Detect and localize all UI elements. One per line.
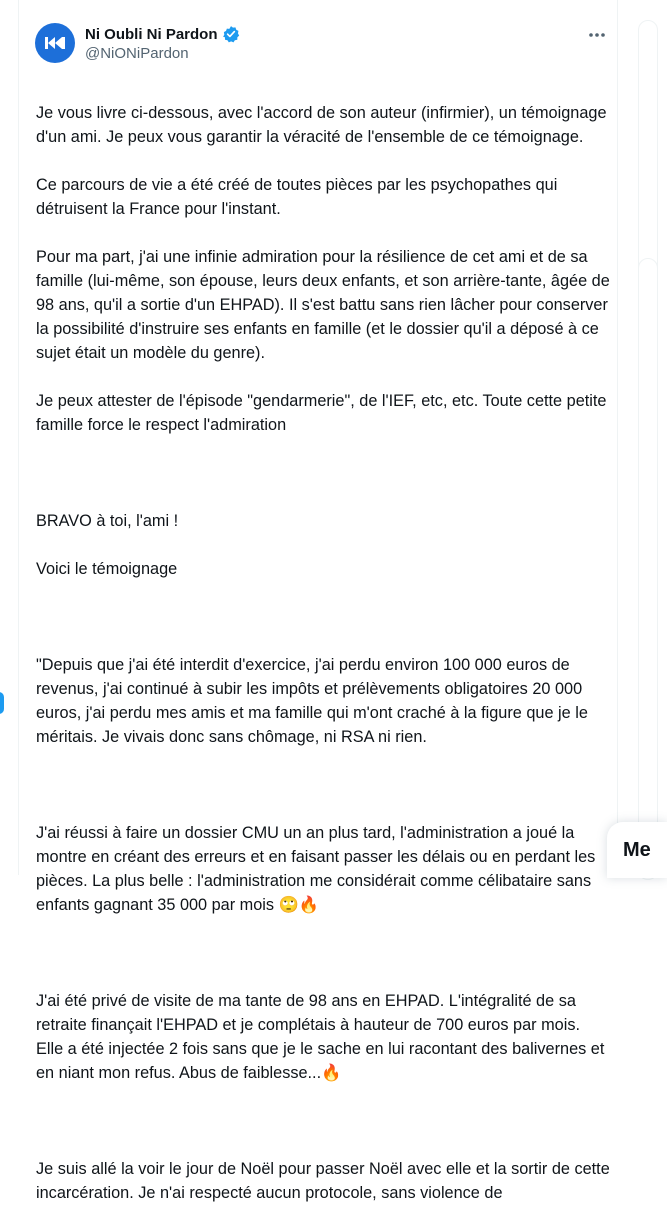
tweet-paragraph [36,821,611,917]
emoji-fire-icon: 🔥 [321,1063,342,1082]
messages-drawer-tab[interactable] [607,822,667,878]
emoji-eyeroll-fire-icon: 🙄🔥 [278,895,320,914]
paragraph-spacer [36,461,611,485]
more-options-icon[interactable] [583,23,611,47]
tweet-paragraph: "Depuis que j'ai été interdit d'exercice, j'ai perdu environ 100 000 euros de revenus, j'ai continué à subir les impôts et prélèvements obligatoires 20 000 euros, j'ai perdu mes amis et ma famille qui m'ont craché à la figure que je le méritais. Je vivais donc sans chômage, ni RSA ni rien. [36,656,588,746]
tweet-body [36,77,611,1229]
sidebar-edge-accent [0,692,4,714]
tweet-paragraph-text: J'ai réussi à faire un dossier CMU un an plus tard, l'administration a joué la montre en créant des erreurs et en faisant passer les délais ou en perdant les pièces. La plus belle : l'administration me considérait comme célibataire sans enfants gagnant 35 000 par mois [36,824,596,914]
author-handle[interactable]: @NiONiPardon [85,45,189,62]
tweet-paragraph: Pour ma part, j'ai une infinie admiration pour la résilience de cet ami et de sa famille (lui-même, son épouse, leurs deux enfants, et son arrière-tante, âgée de 98 ans, qu'il a sortie d'un EHPAD). Il s'est battu sans rien lâcher pour conserver la possibilité d'instruire ses enfants en famille (et le dossier qu'il a déposé à ce sujet était un modèle du genre). [36,248,610,362]
author-name-row[interactable] [85,25,240,43]
tweet-paragraph: Voici le témoignage [36,560,178,578]
tweet-paragraph [36,989,611,1085]
right-sidebar-card-secondary [638,258,658,858]
avatar[interactable] [35,23,75,63]
paragraph-spacer [36,773,611,797]
tweet-paragraph: Ce parcours de vie a été créé de toutes pièces par les psychopathes qui détruisent la France pour l'instant. [36,176,558,218]
tweet-header [35,21,605,65]
tweet-paragraph: BRAVO à toi, l'ami ! [36,512,179,530]
tweet-paragraph-text: J'ai été privé de visite de ma tante de 98 ans en EHPAD. L'intégralité de sa retraite finançait l'EHPAD et je complétais à hauteur de 700 euros par mois. Elle a été injectée 2 fois sans que je le sache en lui racontant des balivernes et en niant mon refus. Abus de faiblesse... [36,992,605,1082]
verified-badge-icon[interactable] [222,25,240,43]
tweet-paragraph: Je vous livre ci-dessous, avec l'accord de son auteur (infirmier), un témoignage d'un ami. Je peux vous garantir la véracité de l'ensemble de ce témoignage. [36,104,607,146]
paragraph-spacer [36,1109,611,1133]
paragraph-spacer [36,941,611,965]
messages-drawer-label[interactable]: Me [623,839,651,861]
paragraph-spacer [36,605,611,629]
tweet-paragraph: Je suis allé la voir le jour de Noël pour passer Noël avec elle et la sortir de cette incarcération. Je n'ai respecté aucun protocole, sans violence de [36,1160,610,1202]
tweet-paragraph: Je peux attester de l'épisode "gendarmerie", de l'IEF, etc, etc. Toute cette petite famille force le respect l'admiration [36,392,607,434]
logo-avatar-icon [44,35,66,51]
author-display-name[interactable]: Ni Oubli Ni Pardon [85,25,218,43]
